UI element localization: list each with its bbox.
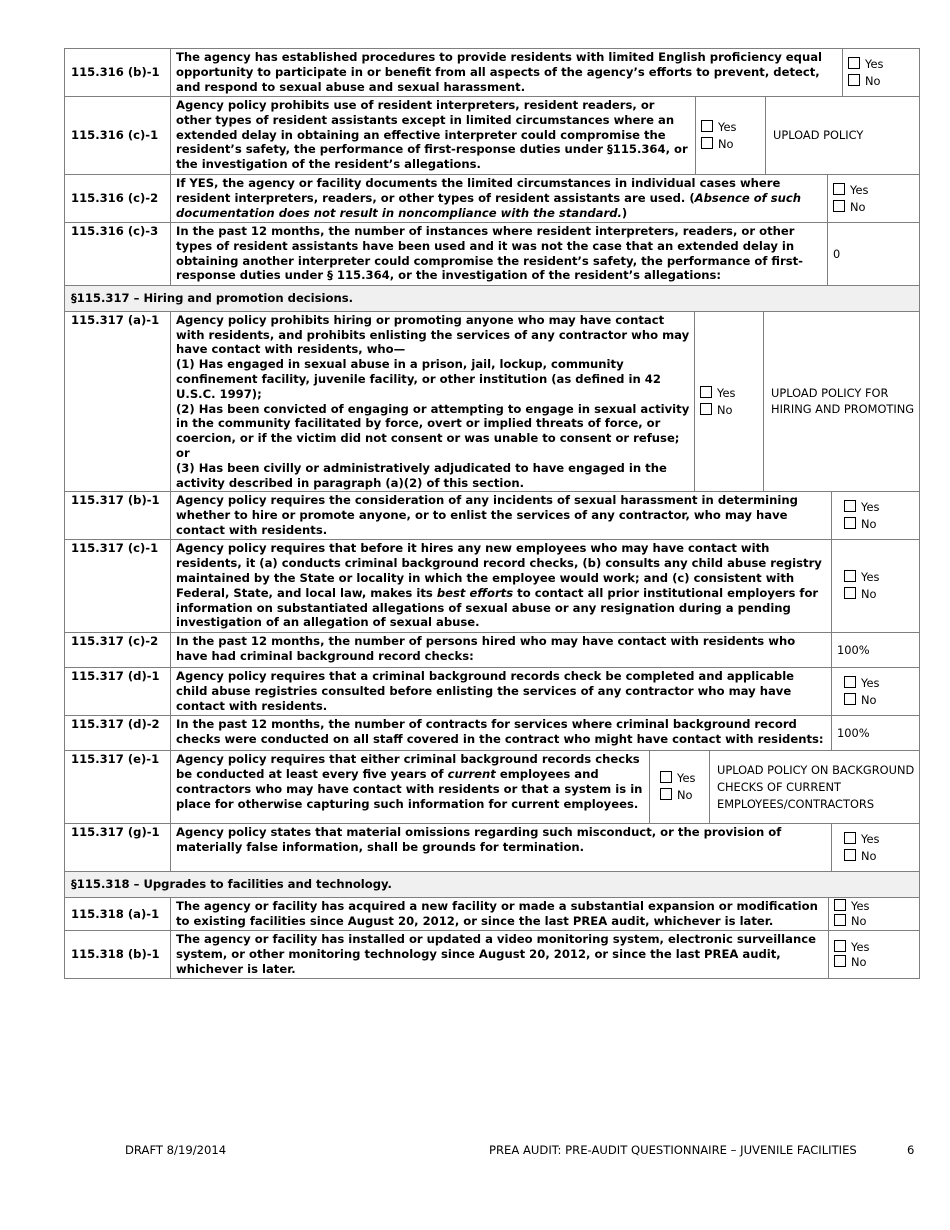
yes-no-answer <box>832 492 920 540</box>
question-text: Agency policy states that material omissions regarding such misconduct, or the provision of materially false information, shall be grounds for termination. <box>171 824 832 872</box>
no-option[interactable]: No <box>833 199 915 216</box>
no-checkbox[interactable] <box>700 403 712 415</box>
no-checkbox[interactable] <box>844 693 856 705</box>
yes-checkbox[interactable] <box>660 771 672 783</box>
yes-option[interactable]: Yes <box>700 385 759 402</box>
question-text: The agency or facility has installed or updated a video monitoring system, electronic surveillance system, or other monitoring technology since August 20, 2012, or since the last PREA audit, whichever is later. <box>171 931 829 979</box>
yes-no-answer <box>832 824 920 872</box>
question-table <box>64 750 920 824</box>
question-row <box>65 175 920 223</box>
yes-option[interactable]: Yes <box>844 569 915 586</box>
footer-draft-date: DRAFT 8/19/2014 <box>125 1143 227 1157</box>
yes-option[interactable]: Yes <box>844 499 915 516</box>
question-code: 115.316 (c)-2 <box>65 175 171 223</box>
yes-no-answer <box>650 751 710 824</box>
upload-policy-note: UPLOAD POLICY ON BACKGROUND CHECKS OF CURRENT EMPLOYEES/CONTRACTORS <box>710 751 920 824</box>
question-row <box>65 540 920 633</box>
question-text: Agency policy prohibits use of resident interpreters, resident readers, or other types of resident assistants except in limited circumstances where an extended delay in obtaining an effective interpreter could compromise the resident’s safety, the performance of first-response duties under §115.364, or the investigation of the resident’s allegations. <box>171 97 696 175</box>
criteria-item: (2) Has been convicted of engaging or attempting to engage in sexual activity in the community facilitated by force, overt or implied threats of force, or coercion, or if the victim did not consent or was unable to consent or refuse; or <box>176 401 690 460</box>
criteria-item: (1) Has engaged in sexual abuse in a prison, jail, lockup, community confinement facility, juvenile facility, or other institution (as defined in 42 U.S.C. 1997); <box>176 357 661 401</box>
yes-no-answer <box>828 175 920 223</box>
question-table <box>64 96 920 175</box>
no-option[interactable]: No <box>834 914 915 929</box>
yes-option[interactable]: Yes <box>701 119 761 136</box>
question-code: 115.317 (d)-2 <box>65 716 171 751</box>
question-row <box>65 97 920 175</box>
yes-option[interactable]: Yes <box>834 899 915 914</box>
question-text: In the past 12 months, the number of contracts for services where criminal background record checks were conducted on all staff covered in the contract who might have contact with residents: <box>171 716 832 751</box>
question-text: Agency policy prohibits hiring or promoting anyone who may have contact with residents, and prohibits enlisting the services of any contractor who may have contact with residents, who— (1) Has engaged in sexual abuse in a prison, jail, lockup, community confinement facility, juvenile facility, or other institution (as defined in 42 U.S.C. 1997); (2) Has been convicted of engaging or attempting to engage in sexual activity in the community facilitated by force, overt or implied threats of force, or coercion, or if the victim did not consent or was unable to consent or refuse; or (3) Has been civilly or administratively adjudicated to have engaged in the activity described in paragraph (a)(2) of this section. <box>171 311 695 492</box>
question-row <box>65 633 920 668</box>
question-row <box>65 223 920 286</box>
no-checkbox[interactable] <box>834 914 846 926</box>
yes-no-answer <box>829 898 920 931</box>
no-option[interactable]: No <box>844 848 915 865</box>
question-code: 115.316 (c)-1 <box>65 97 171 175</box>
yes-checkbox[interactable] <box>701 120 713 132</box>
yes-checkbox[interactable] <box>844 570 856 582</box>
no-checkbox[interactable] <box>844 849 856 861</box>
section-title: §115.317 – Hiring and promotion decisions. <box>65 286 920 312</box>
no-option[interactable]: No <box>700 402 759 419</box>
yes-checkbox[interactable] <box>844 676 856 688</box>
question-row <box>65 931 920 979</box>
no-checkbox[interactable] <box>660 788 672 800</box>
no-checkbox[interactable] <box>848 74 860 86</box>
answer-value[interactable]: 0 <box>828 223 920 286</box>
section-header <box>65 872 920 898</box>
yes-no-answer <box>695 311 764 492</box>
criteria-item: (3) Has been civilly or administratively adjudicated to have engaged in the activity described in paragraph (a)(2) of this section. <box>176 460 667 490</box>
question-table <box>64 823 920 872</box>
no-option[interactable]: No <box>701 136 761 153</box>
question-text: In the past 12 months, the number of instances where resident interpreters, readers, or other types of resident assistants have been used and it was not the case that an extended delay in obtaining another interpreter could compromise the resident’s safety, the performance of first-response duties under § 115.364, or the investigation of the resident’s allegations: <box>171 223 828 286</box>
no-checkbox[interactable] <box>833 200 845 212</box>
question-code: 115.316 (c)-3 <box>65 223 171 286</box>
yes-checkbox[interactable] <box>848 57 860 69</box>
answer-value[interactable]: 100% <box>832 716 920 751</box>
question-row <box>65 824 920 872</box>
no-option[interactable]: No <box>844 586 915 603</box>
footer-page-number: 6 <box>907 1143 915 1157</box>
question-text: The agency has established procedures to provide residents with limited English proficiency equal opportunity to participate in or benefit from all aspects of the agency’s efforts to prevent, detect, and respond to sexual abuse and sexual harassment. <box>171 49 843 97</box>
question-code: 115.318 (b)-1 <box>65 931 171 979</box>
upload-policy-note: UPLOAD POLICY FOR HIRING AND PROMOTING <box>764 311 920 492</box>
yes-option[interactable]: Yes <box>834 940 915 955</box>
question-table <box>64 48 920 97</box>
question-row <box>65 492 920 540</box>
yes-checkbox[interactable] <box>844 500 856 512</box>
question-row <box>65 751 920 824</box>
upload-policy-note: UPLOAD POLICY <box>766 97 920 175</box>
no-checkbox[interactable] <box>844 587 856 599</box>
no-option[interactable]: No <box>844 516 915 533</box>
no-checkbox[interactable] <box>844 517 856 529</box>
question-text: Agency policy requires the consideration of any incidents of sexual harassment in determining whether to hire or promote anyone, or to enlist the services of any contractor, who may have contact with residents. <box>171 492 832 540</box>
question-row <box>65 311 920 492</box>
section-header <box>65 286 920 312</box>
no-option[interactable]: No <box>844 692 915 709</box>
question-code: 115.316 (b)-1 <box>65 49 171 97</box>
questionnaire-page <box>64 49 919 979</box>
yes-option[interactable]: Yes <box>848 56 915 73</box>
section-title: §115.318 – Upgrades to facilities and technology. <box>65 872 920 898</box>
yes-no-answer <box>832 540 920 633</box>
question-text: Agency policy requires that before it hires any new employees who may have contact with residents, it (a) conducts criminal background record checks, (b) consults any child abuse registry maintained by the State or locality in which the employee would work; and (c) consistent with Federal, State, and local law, makes its best efforts to contact all prior institutional employers for information on substantiated allegations of sexual abuse or any resignation during a pending investigation of an allegation of sexual abuse. <box>171 540 832 633</box>
yes-no-answer <box>829 931 920 979</box>
question-code: 115.317 (g)-1 <box>65 824 171 872</box>
question-row <box>65 898 920 931</box>
footer-document-title: PREA AUDIT: PRE-AUDIT QUESTIONNAIRE – JUVENILE FACILITIES <box>489 1143 857 1157</box>
section-table <box>64 285 920 312</box>
no-checkbox[interactable] <box>834 955 846 967</box>
no-option[interactable]: No <box>834 955 915 970</box>
no-option[interactable]: No <box>848 73 915 90</box>
question-table <box>64 174 920 286</box>
question-text: Agency policy requires that either criminal background records checks be conducted at least every five years of current employees and contractors who may have contact with residents or that a system is in place for otherwise capturing such information for current employees. <box>171 751 650 824</box>
yes-no-answer <box>843 49 920 97</box>
yes-option[interactable]: Yes <box>660 770 705 787</box>
question-table <box>64 311 920 493</box>
question-code: 115.317 (c)-1 <box>65 540 171 633</box>
yes-option[interactable]: Yes <box>833 182 915 199</box>
question-code: 115.317 (e)-1 <box>65 751 171 824</box>
question-table <box>64 897 920 979</box>
question-text: Agency policy requires that a criminal background records check be completed and applicable child abuse registries consulted before enlisting the services of any contractor who may have contact with residents. <box>171 668 832 716</box>
answer-value[interactable]: 100% <box>832 633 920 668</box>
yes-checkbox[interactable] <box>700 386 712 398</box>
yes-no-answer <box>832 668 920 716</box>
question-row <box>65 668 920 716</box>
yes-option[interactable]: Yes <box>844 675 915 692</box>
question-row <box>65 716 920 751</box>
question-row <box>65 49 920 97</box>
no-checkbox[interactable] <box>701 137 713 149</box>
question-code: 115.317 (a)-1 <box>65 311 171 492</box>
no-option[interactable]: No <box>660 787 705 804</box>
question-text: If YES, the agency or facility documents the limited circumstances in individual cases where resident interpreters, readers, or other types of resident assistants are used. (Absence of such documentation does not result in noncompliance with the standard.) <box>171 175 828 223</box>
question-text: In the past 12 months, the number of persons hired who may have contact with residents who have had criminal background record checks: <box>171 633 832 668</box>
question-code: 115.318 (a)-1 <box>65 898 171 931</box>
question-table <box>64 491 920 751</box>
yes-checkbox[interactable] <box>844 832 856 844</box>
yes-checkbox[interactable] <box>834 940 846 952</box>
question-text: The agency or facility has acquired a new facility or made a substantial expansion or modification to existing facilities since August 20, 2012, or since the last PREA audit, whichever is later. <box>171 898 829 931</box>
question-code: 115.317 (b)-1 <box>65 492 171 540</box>
yes-option[interactable]: Yes <box>844 831 915 848</box>
question-code: 115.317 (c)-2 <box>65 633 171 668</box>
yes-checkbox[interactable] <box>833 183 845 195</box>
yes-checkbox[interactable] <box>834 899 846 911</box>
question-code: 115.317 (d)-1 <box>65 668 171 716</box>
section-table <box>64 871 920 898</box>
yes-no-answer <box>696 97 766 175</box>
